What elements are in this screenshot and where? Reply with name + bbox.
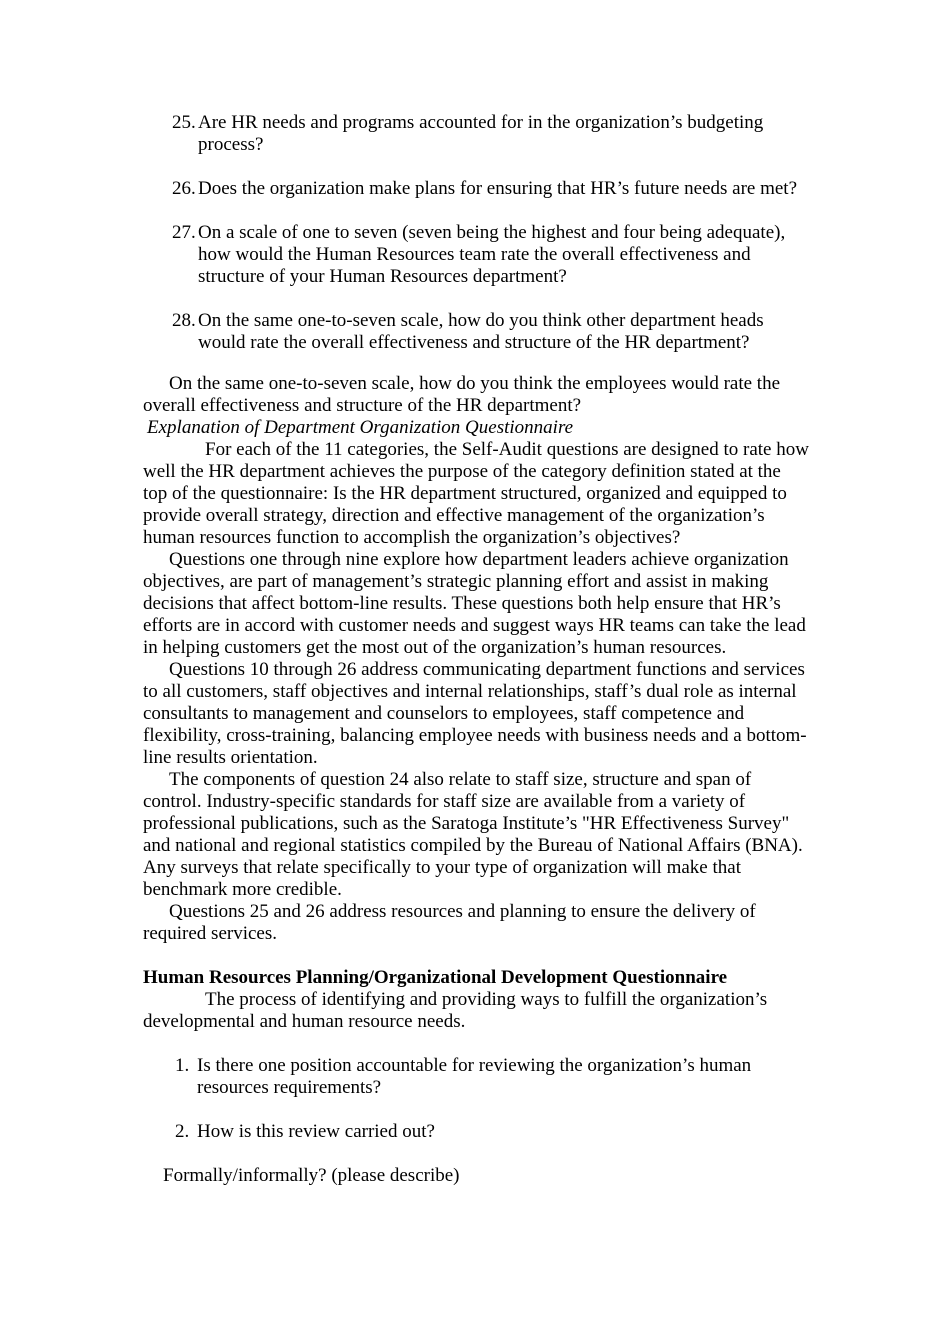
list-item-number: 25. xyxy=(172,112,196,133)
list-item-number: 27. xyxy=(172,222,196,243)
list-item-number: 28. xyxy=(172,310,196,331)
spacer xyxy=(143,945,809,967)
explanation-paragraph: For each of the 11 categories, the Self-Audit questions are designed to rate how well the HR department achieves the purpose of the category definition stated at the top of the questionnaire: Is the HR department structured, organized and equipped to provide overall strategy, direction and effective management of the organization’s human resources function to accomplish the organization’s objectives? xyxy=(143,439,809,548)
list-item-text: Is there one position accountable for reviewing the organization’s human resources requirements? xyxy=(197,1055,752,1098)
list-item xyxy=(143,112,809,156)
section-heading: Human Resources Planning/Organizational Development Questionnaire xyxy=(143,967,728,988)
trailing-text: Formally/informally? (please describe) xyxy=(163,1165,460,1186)
list-item xyxy=(143,310,809,354)
list-item-number: 2. xyxy=(175,1121,190,1142)
list-item-number: 1. xyxy=(175,1055,190,1076)
explanation-paragraph: Questions one through nine explore how department leaders achieve organization objectives, are part of management’s strategic planning effort and assist in making decisions that affect bottom-line results. These questions both help ensure that HR’s efforts are in accord with customer needs and suggest ways HR teams can take the lead in helping customers get the most out of the organization’s human resources. xyxy=(143,549,806,658)
document-content xyxy=(143,112,809,1187)
question-list-top xyxy=(143,112,809,354)
explanation-paragraph: Questions 10 through 26 address communicating department functions and services to all customers, staff objectives and internal relationships, staff’s dual role as internal consultants to management and counselors to employees, staff competence and flexibility, cross-training, balancing employee needs with business needs and a bottom-line results orientation. xyxy=(143,659,807,768)
unnumbered-question: On the same one-to-seven scale, how do you think the employees would rate the overall effectiveness and structure of the HR department? xyxy=(143,373,780,416)
list-item xyxy=(143,1055,809,1099)
list-item xyxy=(143,1121,809,1143)
question-list-bottom xyxy=(143,1055,809,1143)
list-item xyxy=(143,222,809,288)
spacer xyxy=(143,1033,809,1055)
list-item xyxy=(143,178,809,200)
list-item-text: On a scale of one to seven (seven being the highest and four being adequate), how would the Human Resources team rate the overall effectiveness and structure of your Human Resources department? xyxy=(198,222,786,287)
explanation-heading: Explanation of Department Organization Questionnaire xyxy=(147,417,574,438)
list-item-text: Does the organization make plans for ensuring that HR’s future needs are met? xyxy=(198,178,798,199)
list-item-text: How is this review carried out? xyxy=(197,1121,435,1142)
explanation-paragraph: The components of question 24 also relate to staff size, structure and span of control. Industry-specific standards for staff size are available from a variety of professional publications, such as the Saratoga Institute’s "HR Effectiveness Survey" and national and regional statistics compiled by the Bureau of National Affairs (BNA). Any surveys that relate specifically to your type of organization will make that benchmark more credible. xyxy=(143,769,803,900)
section-intro: The process of identifying and providing ways to fulfill the organization’s developmental and human resource needs. xyxy=(143,989,768,1032)
list-item-text: Are HR needs and programs accounted for in the organization’s budgeting process? xyxy=(198,112,764,155)
list-item-number: 26. xyxy=(172,178,196,199)
explanation-paragraph: Questions 25 and 26 address resources and planning to ensure the delivery of required services. xyxy=(143,901,756,944)
list-item-text: On the same one-to-seven scale, how do you think other department heads would rate the overall effectiveness and structure of the HR department? xyxy=(198,310,764,353)
